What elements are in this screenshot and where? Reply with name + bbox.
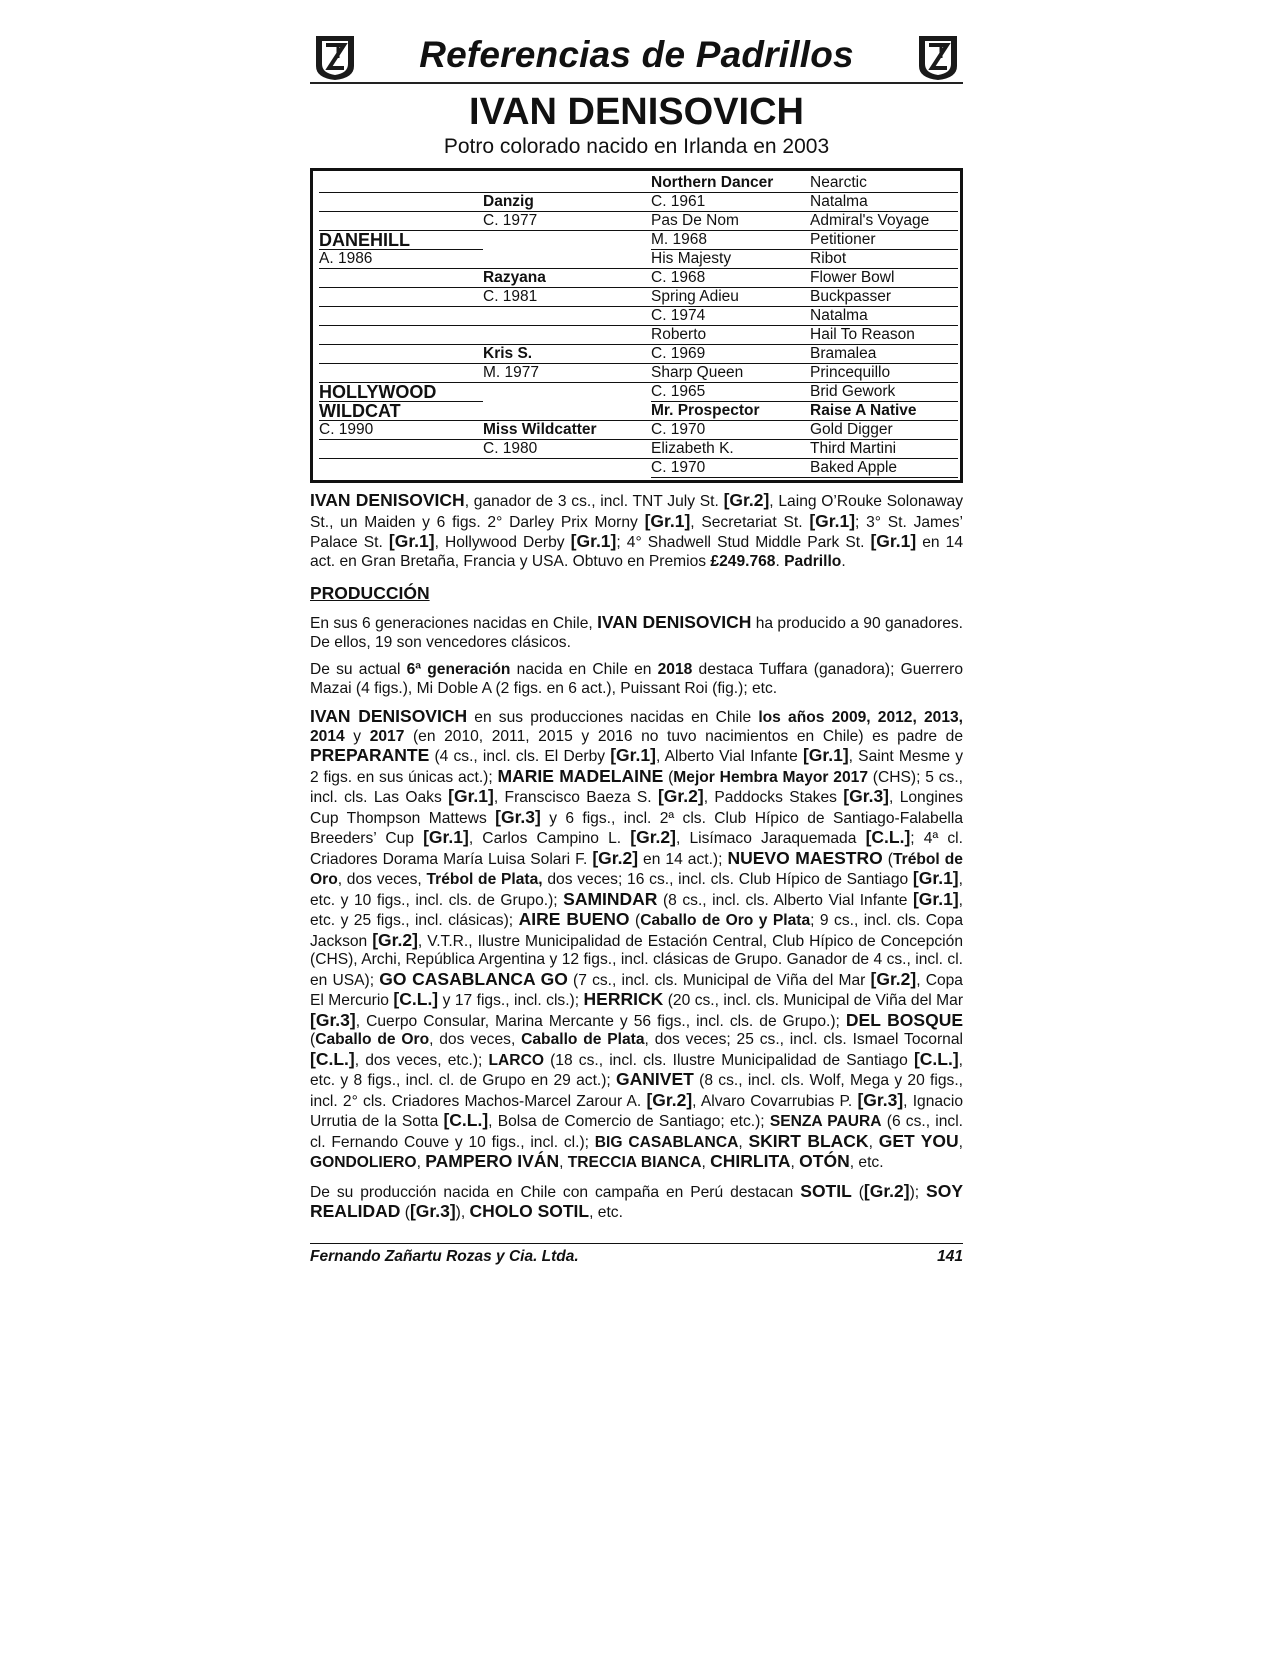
pedigree-cell: C. 1990: [319, 421, 483, 440]
grade-label: [Gr.1]: [870, 531, 917, 551]
pedigree-cell: C. 1970: [651, 459, 810, 478]
pedigree-cell: [319, 212, 483, 231]
pedigree-row: [319, 383, 958, 402]
pedigree-cell: [483, 402, 651, 421]
grade-label: [Gr.1]: [912, 888, 959, 909]
grade-label: [Gr.1]: [388, 531, 435, 551]
grade-label: [Gr.1]: [644, 510, 691, 531]
text-segment: (8 cs., incl. cls. Alberto Vial Infante: [657, 891, 913, 909]
text-segment: (: [663, 768, 674, 786]
pedigree-cell: Natalma: [810, 193, 958, 212]
text-segment: y 17 figs., incl. cls.);: [438, 992, 584, 1009]
text-segment: , etc.: [589, 1204, 623, 1221]
horse-name-highlight: GET YOU: [878, 1130, 959, 1151]
grade-label: [Gr.2]: [723, 490, 770, 510]
grade-label: [C.L.]: [865, 827, 911, 847]
pedigree-row: [319, 459, 958, 478]
pedigree-cell: [319, 326, 483, 345]
bold-text: los años 2009, 2012, 2013, 2014: [310, 709, 964, 745]
pedigree-cell: C. 1968: [651, 269, 810, 288]
pedigree-cell: Mr. Prospector: [651, 402, 810, 421]
text-segment: , Laing O’Rouke Solonaway St., un Maiden y 6 figs. 2° Darley Prix Morny: [310, 493, 963, 531]
pedigree-cell: Nearctic: [810, 174, 958, 193]
pedigree-cell: Elizabeth K.: [651, 440, 810, 459]
text-segment: (: [629, 912, 641, 929]
bold-text: TRECCIA BIANCA: [567, 1154, 702, 1171]
bold-text: GONDOLIERO: [310, 1154, 417, 1171]
footer-company: Fernando Zañartu Rozas y Cia. Ltda.: [310, 1248, 579, 1265]
pedigree-row: [319, 193, 958, 212]
pedigree-cell: [319, 459, 483, 478]
pedigree-cell: Ribot: [810, 250, 958, 269]
text-segment: , Longines Cup Thompson Mattews: [310, 789, 964, 827]
pedigree-cell: WILDCAT: [319, 402, 483, 421]
pedigree-cell: Roberto: [651, 326, 810, 345]
pedigree-cell: [319, 269, 483, 288]
pedigree-cell: C. 1965: [651, 383, 810, 402]
grade-label: [Gr.1]: [912, 868, 959, 888]
page: [310, 30, 963, 1232]
pedigree-cell: Razyana: [483, 269, 651, 288]
text-segment: ,: [958, 1133, 963, 1151]
text-segment: nacida en Chile en: [510, 661, 658, 678]
text-segment: , Cuerpo Consular, Marina Mercante y 56 figs., incl. cls. de Grupo.);: [355, 1012, 846, 1030]
pedigree-cell: Baked Apple: [810, 459, 958, 478]
text-segment: De su producción nacida en Chile con campaña en Perú destacan: [310, 1183, 801, 1201]
grade-label: [C.L.]: [310, 1048, 355, 1069]
page-footer: [310, 1243, 963, 1266]
pedigree-cell: Pas De Nom: [651, 212, 810, 231]
grade-label: [Gr.3]: [857, 1089, 904, 1110]
pedigree-cell: Buckpasser: [810, 288, 958, 307]
text-segment: ,: [559, 1154, 568, 1171]
horse-name-highlight: GANIVET: [616, 1069, 694, 1089]
text-segment: .: [841, 552, 846, 570]
horse-name-highlight: HERRICK: [583, 989, 664, 1009]
bold-text: Padrillo: [784, 552, 842, 570]
pedigree-cell: [319, 174, 483, 193]
pedigree-cell: Kris S.: [483, 345, 651, 364]
grade-label: [Gr.1]: [570, 531, 617, 551]
text-segment: en sus producciones nacidas en Chile: [467, 709, 759, 726]
pedigree-cell: C. 1977: [483, 212, 651, 231]
text-segment: En sus 6 generaciones nacidas en Chile,: [310, 615, 598, 632]
horse-name-highlight: IVAN DENISOVICH: [310, 706, 468, 726]
text-segment: , etc. y 25 figs., incl. clásicas);: [310, 891, 963, 929]
horse-name-highlight: SOY REALIDAD: [310, 1180, 964, 1221]
bold-text: 2018: [657, 661, 693, 678]
pedigree-row: [319, 288, 958, 307]
bold-text: Trébol de Oro: [310, 850, 963, 888]
pedigree-cell: A. 1986: [319, 250, 483, 269]
pedigree-cell: [319, 193, 483, 212]
text-segment: (7 cs., incl. cls. Municipal de Viña del Mar: [567, 971, 871, 989]
pedigree-cell: Bramalea: [810, 345, 958, 364]
pedigree-cell: Miss Wildcatter: [483, 421, 651, 440]
horse-name-highlight: AIRE BUENO: [518, 909, 630, 929]
text-segment: (4 cs., incl. cls. El Derby: [429, 748, 611, 765]
header-divider: [310, 82, 963, 84]
pedigree-row: [319, 421, 958, 440]
pedigree-cell: M. 1977: [483, 364, 651, 383]
grade-label: [Gr.2]: [863, 1180, 910, 1201]
grade-label: [Gr.1]: [610, 745, 656, 765]
bold-text: Caballo de Plata: [521, 1031, 645, 1048]
pedigree-cell: C. 1980: [483, 440, 651, 459]
horse-name-highlight: IVAN DENISOVICH: [597, 612, 752, 632]
pedigree-row: [319, 345, 958, 364]
grade-label: [Gr.3]: [495, 806, 541, 827]
text-segment: destaca Tuffara (ganadora); Guerrero Mazai (4 figs.), Mi Doble A (2 figs. en 6 act.), Puissant Roi (fig.); etc.: [310, 661, 964, 697]
text-segment: ; 4ª cl. Criadores Dorama María Luisa Solari F.: [310, 830, 963, 868]
text-segment: dos veces; 16 cs., incl. cls. Club Hípico de Santiago: [542, 871, 913, 888]
horse-name-highlight: SAMINDAR: [563, 888, 658, 909]
bold-text: Trébol de Plata,: [426, 871, 543, 888]
text-segment: , dos veces, etc.);: [354, 1051, 489, 1069]
pedigree-row: [319, 231, 958, 250]
grade-label: [Gr.3]: [409, 1201, 456, 1221]
bold-text: Mejor Hembra Mayor 2017: [673, 768, 868, 786]
intro-paragraph: [310, 491, 963, 571]
text-segment: y: [344, 727, 370, 745]
text-segment: , etc. y 8 figs., incl. cl. de Grupo en 29 act.);: [310, 1051, 963, 1089]
text-segment: (6 cs., incl. cl. Fernando Couve y 10 figs., incl. cl.);: [310, 1113, 963, 1151]
text-segment: , etc.: [849, 1154, 884, 1171]
footer-page-number: 141: [937, 1248, 963, 1265]
pedigree-cell: Third Martini: [810, 440, 958, 459]
bold-text: Caballo de Oro y Plata: [640, 912, 811, 929]
page-header: [310, 30, 963, 86]
bold-text: BIG CASABLANCA: [594, 1133, 739, 1151]
production-paragraph-2: [310, 661, 963, 698]
horse-name-highlight: SKIRT BLACK: [748, 1130, 869, 1151]
pedigree-cell: [483, 250, 651, 269]
pedigree-row: [319, 402, 958, 421]
production-paragraph-4: [310, 1182, 963, 1223]
pedigree-row: [319, 440, 958, 459]
pedigree-row: [319, 250, 958, 269]
pedigree-cell: Admiral's Voyage: [810, 212, 958, 231]
text-segment: (CHS); 5 cs., incl. cls. Las Oaks: [310, 768, 964, 806]
grade-label: [Gr.1]: [423, 827, 469, 847]
pedigree-cell: Danzig: [483, 193, 651, 212]
text-segment: , Alberto Vial Infante: [655, 748, 803, 765]
grade-label: [Gr.2]: [870, 968, 917, 989]
pedigree-cell: C. 1969: [651, 345, 810, 364]
pedigree-cell: Petitioner: [810, 231, 958, 250]
grade-label: [C.L.]: [443, 1110, 489, 1130]
text-segment: ha producido a 90 ganadores. De ellos, 19 son vencedores clásicos.: [310, 615, 963, 651]
text-segment: ,: [701, 1154, 711, 1171]
text-segment: , etc. y 10 figs., incl. cls. de Grupo.);: [310, 871, 963, 909]
text-segment: );: [909, 1183, 927, 1201]
pedigree-cell: HOLLYWOOD: [319, 383, 483, 402]
text-segment: , dos veces,: [429, 1031, 522, 1048]
text-segment: , Alvaro Covarrubias P.: [692, 1092, 858, 1110]
text-segment: (: [310, 1031, 316, 1048]
pedigree-cell: [319, 288, 483, 307]
horse-name-highlight: SOTIL: [800, 1180, 852, 1201]
text-segment: , Ignacio Urrutia de la Sotta: [310, 1092, 963, 1130]
pedigree-cell: [319, 345, 483, 364]
grade-label: [Gr.3]: [843, 786, 890, 806]
grade-label: [Gr.2]: [592, 847, 639, 868]
pedigree-cell: His Majesty: [651, 250, 810, 269]
pedigree-cell: Northern Dancer: [651, 174, 810, 193]
pedigree-cell: [319, 440, 483, 459]
pedigree-cell: [483, 231, 651, 250]
text-segment: , dos veces; 25 cs., incl. cls. Ismael Tocornal: [644, 1031, 963, 1048]
text-segment: , Saint Mesme y 2 figs. en sus únicas act.);: [310, 748, 963, 786]
pedigree-cell: C. 1981: [483, 288, 651, 307]
text-segment: , V.T.R., Ilustre Municipalidad de Estación Central, Club Hípico de Concepción (CHS), Archi, República Argentina y 12 figs., incl. clásicas de Grupo. Ganador de 4 cs., incl. cl. en USA);: [310, 932, 963, 989]
text-segment: ,: [868, 1133, 879, 1151]
bold-text: Caballo de Oro: [315, 1031, 430, 1048]
text-segment: ,: [738, 1133, 749, 1151]
bold-text: SENZA PAURA: [769, 1113, 882, 1130]
text-segment: (20 cs., incl. cls. Municipal de Viña del Mar: [663, 992, 964, 1009]
text-segment: , dos veces,: [337, 871, 427, 888]
header-title: Referencias de Padrillos: [419, 34, 854, 75]
text-segment: , Hollywood Derby: [434, 534, 571, 551]
pedigree-cell: Natalma: [810, 307, 958, 326]
section-heading: PRODUCCIÓN: [310, 583, 430, 603]
bold-text: LARCO: [488, 1051, 544, 1069]
grade-label: [Gr.2]: [646, 1089, 693, 1110]
pedigree-cell: Sharp Queen: [651, 364, 810, 383]
bold-text: 6ª generación: [406, 661, 511, 678]
horse-name-highlight: PREPARANTE: [310, 745, 430, 765]
pedigree-cell: Princequillo: [810, 364, 958, 383]
pedigree-cell: C. 1974: [651, 307, 810, 326]
text-segment: , Secretariat St.: [690, 513, 810, 531]
grade-label: [Gr.1]: [448, 786, 494, 806]
text-segment: , Carlos Campino L.: [468, 830, 631, 847]
horse-name-highlight: OTÓN: [799, 1151, 850, 1171]
pedigree-row: [319, 364, 958, 383]
grade-label: [Gr.2]: [630, 827, 676, 847]
grade-label: [Gr.1]: [802, 745, 849, 765]
pedigree-cell: M. 1968: [651, 231, 810, 250]
text-segment: ,: [790, 1154, 800, 1171]
horse-name-highlight: CHOLO SOTIL: [469, 1201, 590, 1221]
horse-subtitle: Potro colorado nacido en Irlanda en 2003: [443, 135, 830, 158]
text-segment: , Franscisco Baeza S.: [493, 789, 658, 806]
production-paragraph-3: [310, 707, 963, 1173]
zr-logo-icon: [915, 32, 961, 82]
text-segment: , ganador de 3 cs., incl. TNT July St.: [464, 493, 724, 510]
pedigree-row: [319, 269, 958, 288]
text-segment: en 14 act.);: [638, 850, 728, 868]
grade-label: [Gr.2]: [657, 786, 704, 806]
pedigree-cell: [319, 307, 483, 326]
pedigree-cell: Flower Bowl: [810, 269, 958, 288]
horse-name-highlight: IVAN DENISOVICH: [310, 490, 465, 510]
horse-name-highlight: DEL BOSQUE: [845, 1009, 963, 1030]
pedigree-cell: [483, 326, 651, 345]
pedigree-row: [319, 307, 958, 326]
pedigree-row: [319, 326, 958, 345]
bold-text: £249.768: [710, 552, 776, 570]
pedigree-cell: DANEHILL: [319, 231, 483, 250]
text-segment: , Paddocks Stakes: [703, 789, 844, 806]
text-segment: De su actual: [310, 661, 407, 678]
pedigree-cell: Brid Gework: [810, 383, 958, 402]
text-segment: (: [851, 1183, 864, 1201]
production-paragraph-1: [310, 613, 963, 652]
text-segment: y 6 figs., incl. 2ª cls. Club Hípico de Santiago-Falabella Breeders’ Cup: [310, 809, 963, 847]
text-segment: (: [882, 850, 893, 868]
text-segment: (en 2010, 2011, 2015 y 2016 no tuvo nacimientos en Chile) es padre de: [404, 727, 963, 745]
pedigree-cell: Spring Adieu: [651, 288, 810, 307]
text-segment: en 14 act. en Gran Bretaña, Francia y USA. Obtuvo en Premios: [310, 534, 963, 570]
text-segment: ,: [416, 1154, 426, 1171]
pedigree-cell: Raise A Native: [810, 402, 958, 421]
pedigree-row: [319, 212, 958, 231]
horse-name-highlight: NUEVO MAESTRO: [727, 847, 883, 868]
pedigree-cell: C. 1961: [651, 193, 810, 212]
horse-name-highlight: CHIRLITA: [710, 1151, 791, 1171]
text-segment: , Bolsa de Comercio de Santiago; etc.);: [488, 1113, 770, 1130]
text-segment: ),: [455, 1204, 470, 1221]
text-segment: ; 3° St. James’ Palace St.: [310, 513, 963, 551]
text-segment: (: [400, 1204, 410, 1221]
production-text: [310, 613, 963, 1223]
pedigree-row: [319, 174, 958, 193]
horse-name-highlight: PAMPERO IVÁN: [425, 1151, 560, 1171]
grade-label: [C.L.]: [913, 1048, 959, 1069]
text-segment: ; 9 cs., incl. cls. Copa Jackson: [310, 912, 963, 950]
pedigree-cell: [483, 383, 651, 402]
grade-label: [C.L.]: [393, 989, 439, 1009]
grade-label: [Gr.3]: [310, 1009, 356, 1030]
pedigree-cell: [483, 459, 651, 478]
pedigree-cell: Hail To Reason: [810, 326, 958, 345]
grade-label: [Gr.2]: [372, 929, 418, 950]
horse-name-highlight: MARIE MADELAINE: [497, 765, 664, 786]
text-segment: (8 cs., incl. cls. Wolf, Mega y 20 figs., incl. 2° cls. Criadores Machos-Marcel Zarour A.: [310, 1072, 963, 1110]
text-segment: .: [775, 552, 785, 570]
pedigree-cell: Gold Digger: [810, 421, 958, 440]
pedigree-table: [310, 168, 963, 483]
pedigree-cell: [483, 174, 651, 193]
horse-name: IVAN DENISOVICH: [468, 91, 804, 133]
horse-name-highlight: GO CASABLANCA GO: [379, 968, 568, 989]
text-segment: , Lisímaco Jaraquemada: [675, 830, 866, 847]
bold-text: 2017: [369, 727, 405, 745]
text-segment: (18 cs., incl. cls. Ilustre Municipalidad de Santiago: [543, 1051, 914, 1069]
text-segment: , Copa El Mercurio: [310, 971, 963, 1009]
grade-label: [Gr.1]: [809, 510, 856, 531]
pedigree-cell: C. 1970: [651, 421, 810, 440]
pedigree-cell: [319, 364, 483, 383]
pedigree-cell: [483, 307, 651, 326]
text-segment: ; 4° Shadwell Stud Middle Park St.: [616, 534, 871, 551]
